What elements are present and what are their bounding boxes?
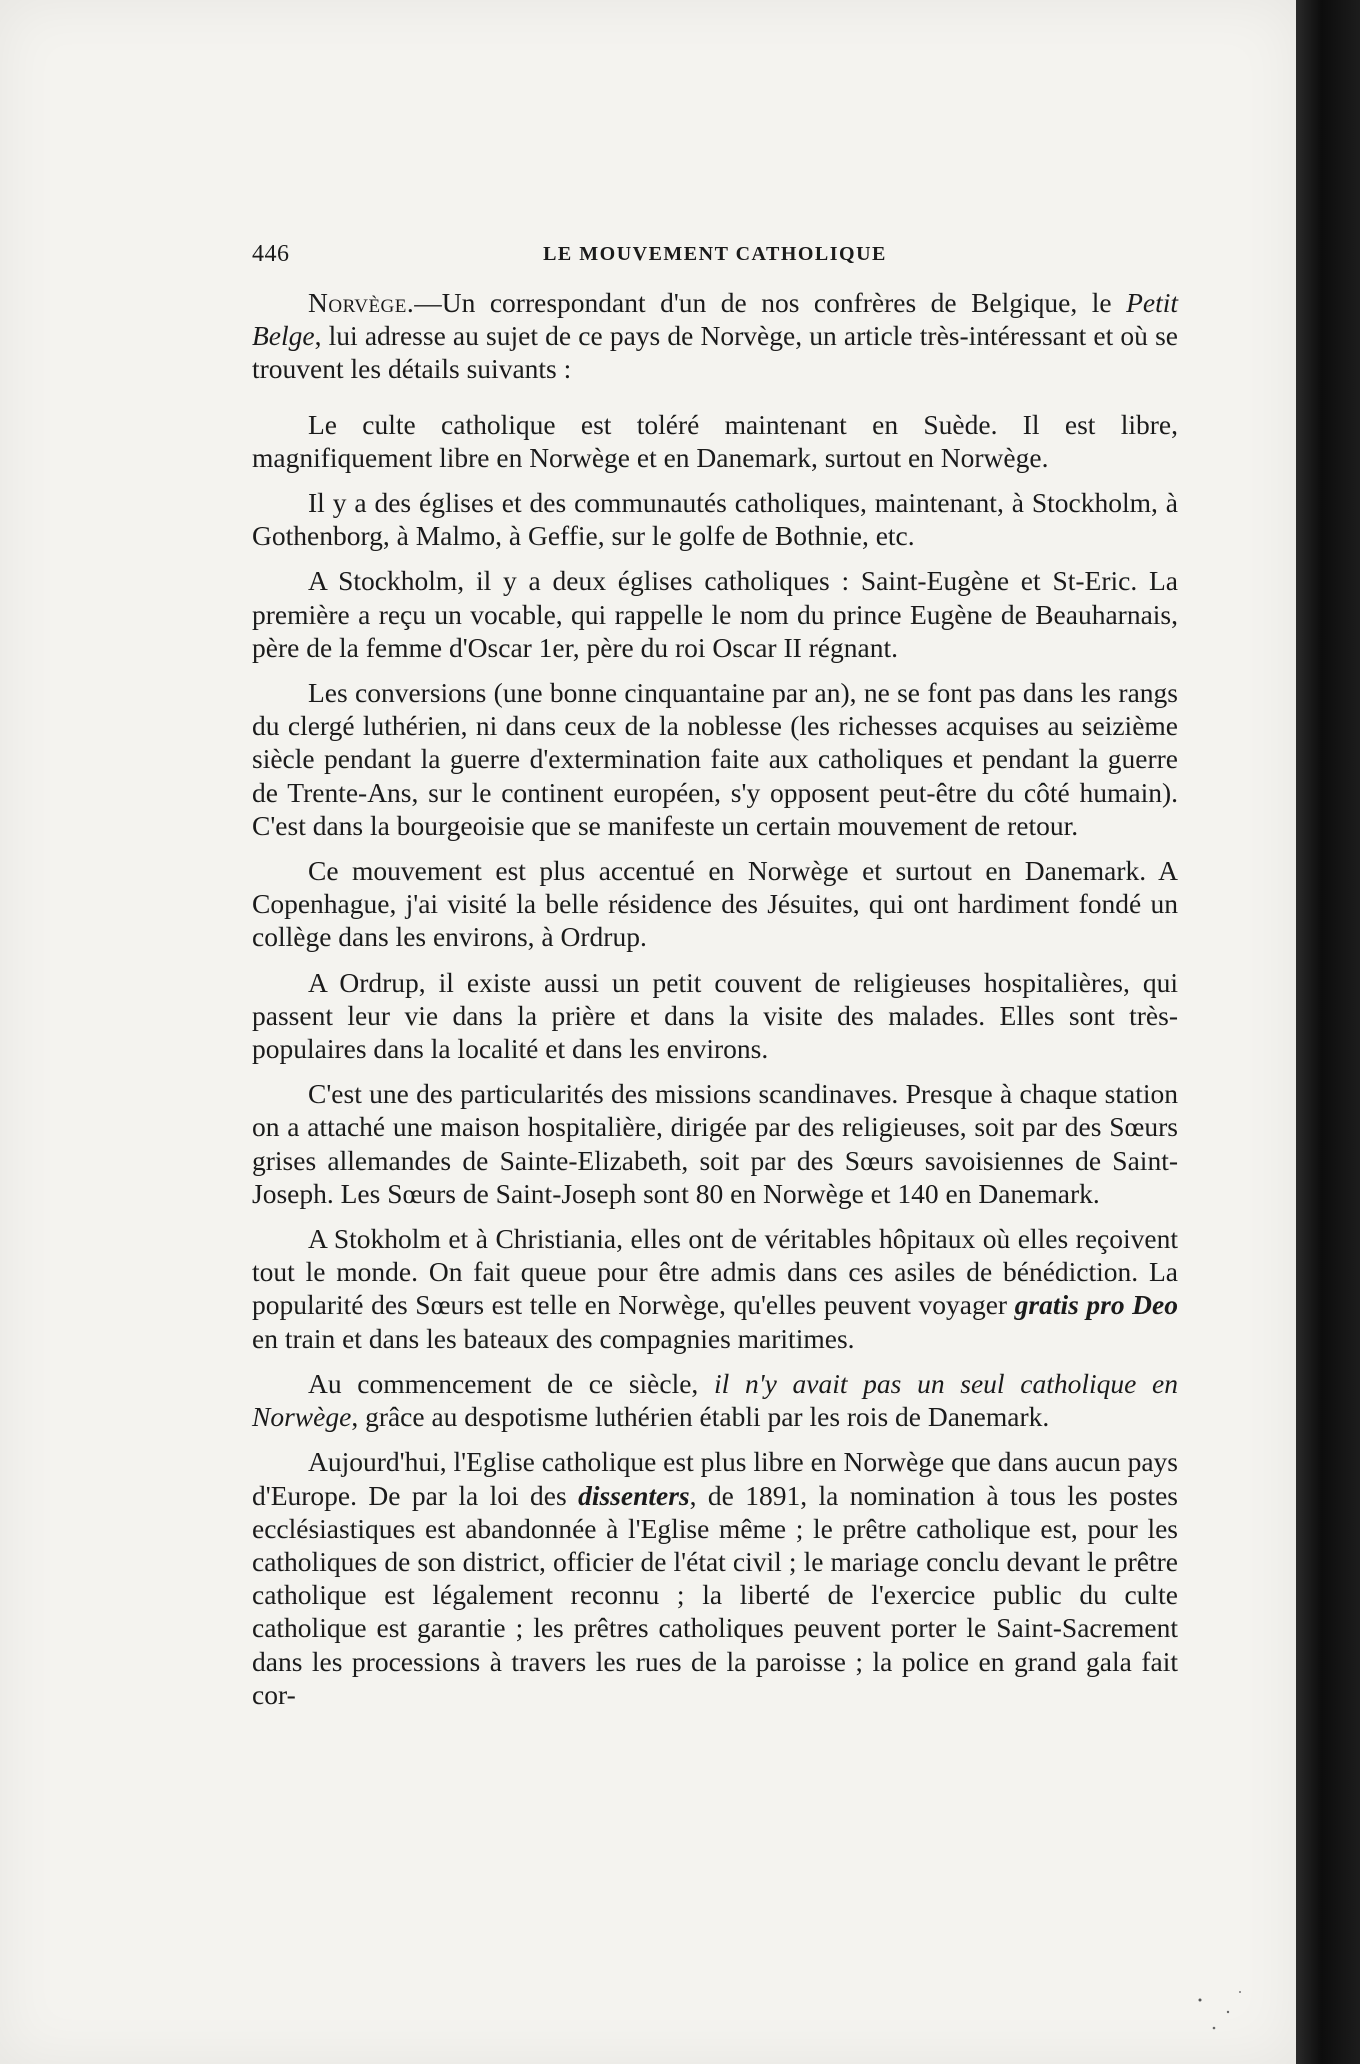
paragraph-text: Au commencement de ce siècle, [308,1367,714,1399]
paragraph-missions-scandinaves: C'est une des particularités des missions scandinaves. Presque à chaque station on a attaché une maison hospitalière, dirigée par des religieuses, soit par des Sœurs grises allemandes de Sainte-Elizabeth, soit par des Sœurs savoisiennes de Saint-Joseph. Les Sœurs de Saint-Joseph sont 80 en Norwège et 140 en Danemark. [252,1078,1178,1209]
paragraph-text: , grâce au despotisme luthérien établi par les rois de Danemark. [351,1401,1050,1433]
paragraph-commencement-siecle [252,1367,1178,1433]
latin-phrase: gratis pro Deo [1014,1289,1178,1321]
scan-dark-edge [1296,0,1360,2064]
running-head [252,232,1178,272]
paragraph-text: , lui adresse au sujet de ce pays de Norvège, un article très-intéressant et où se trouvent les détails suivants : [252,320,1178,385]
paragraph-text: —Un correspondant d'un de nos confrères de Belgique, le [414,287,1127,318]
paragraph-conversions: Les conversions (une bonne cinquantaine par an), ne se font pas dans les rangs du clergé luthérien, ni dans ceux de la noblesse (les richesses acquises au seizième siècle pendant la guerre d'extermination faite aux catholiques et pendant la guerre de Trente-Ans, sur le continent européen, s'y opposent peut-être du côté humain). C'est dans la bourgeoisie que se manifeste un certain mouvement de retour. [252,677,1178,841]
page-number: 446 [252,241,290,267]
paragraph-hopitaux [252,1222,1178,1355]
paragraph-text: , de 1891, la nomination à tous les postes ecclésiastiques est abandonnée à l'Eglise même ; le prêtre catholique est, pour les catholiques de son district, officier de l'état civil ; le mariage conclu devant le prêtre catholique est légalement reconnu ; la liberté de l'exercice public du culte catholique est garantie ; les prêtres catholiques peuvent porter le Saint-Sacrement dans les processions à travers les rues de la paroisse ; la police en grand gala fait cor- [252,1479,1178,1710]
paragraph-ordrup: A Ordrup, il existe aussi un petit couvent de religieuses hospitalières, qui passent leur vie dans la prière et dans la visite des malades. Elles sont très-populaires dans la localité et dans les environs. [252,966,1178,1065]
paragraph-aujourdhui [252,1445,1178,1711]
paragraph-text: A Stokholm et à Christiania, elles ont de véritables hôpitaux où elles reçoivent tout le monde. On fait queue pour être admis dans ces asiles de bénédiction. La popularité des Sœurs est telle en Norwège, qu'elles peuvent voyager [252,1223,1178,1321]
paragraph-text: Aujourd'hui, l'Eglise catholique est plus libre en Norwège que dans aucun pays d'Europe. De par la loi des [252,1446,1178,1511]
page-text-block [252,232,1178,1723]
emphasized-phrase: il n'y avait pas un seul catholique en Norwège [252,1367,1178,1433]
running-title: LE MOUVEMENT CATHOLIQUE [543,243,887,265]
paragraph-danemark: Ce mouvement est plus accentué en Norwège et surtout en Danemark. A Copenhague, j'ai visité la belle résidence des Jésuites, qui ont hardiment fondé un collège dans les environs, à Ordrup. [252,855,1178,953]
paragraph-text: en train et dans les bateaux des compagnies maritimes. [252,1322,855,1354]
emphasized-term: dissenters [578,1479,690,1511]
scan-noise-marks [1180,1980,1260,2040]
paragraph-norvege-intro [252,286,1178,386]
newspaper-title: Petit Belge [252,287,1178,352]
paragraph-culte-catholique: Le culte catholique est toléré maintenant en Suède. Il est libre, magnifiquement libre en Norwège et en Danemark, surtout en Norwège. [252,408,1178,473]
section-heading-norvege: Norvège. [308,287,415,318]
paragraph-eglises: Il y a des églises et des communautés catholiques, maintenant, à Stockholm, à Gothenborg, à Malmo, à Geffie, sur le golfe de Bothnie, etc. [252,487,1178,552]
paragraph-stockholm: A Stockholm, il y a deux églises catholiques : Saint-Eugène et St-Eric. La première a reçu un vocable, qui rappelle le nom du prince Eugène de Beauharnais, père de la femme d'Oscar 1er, père du roi Oscar II régnant. [252,565,1178,663]
